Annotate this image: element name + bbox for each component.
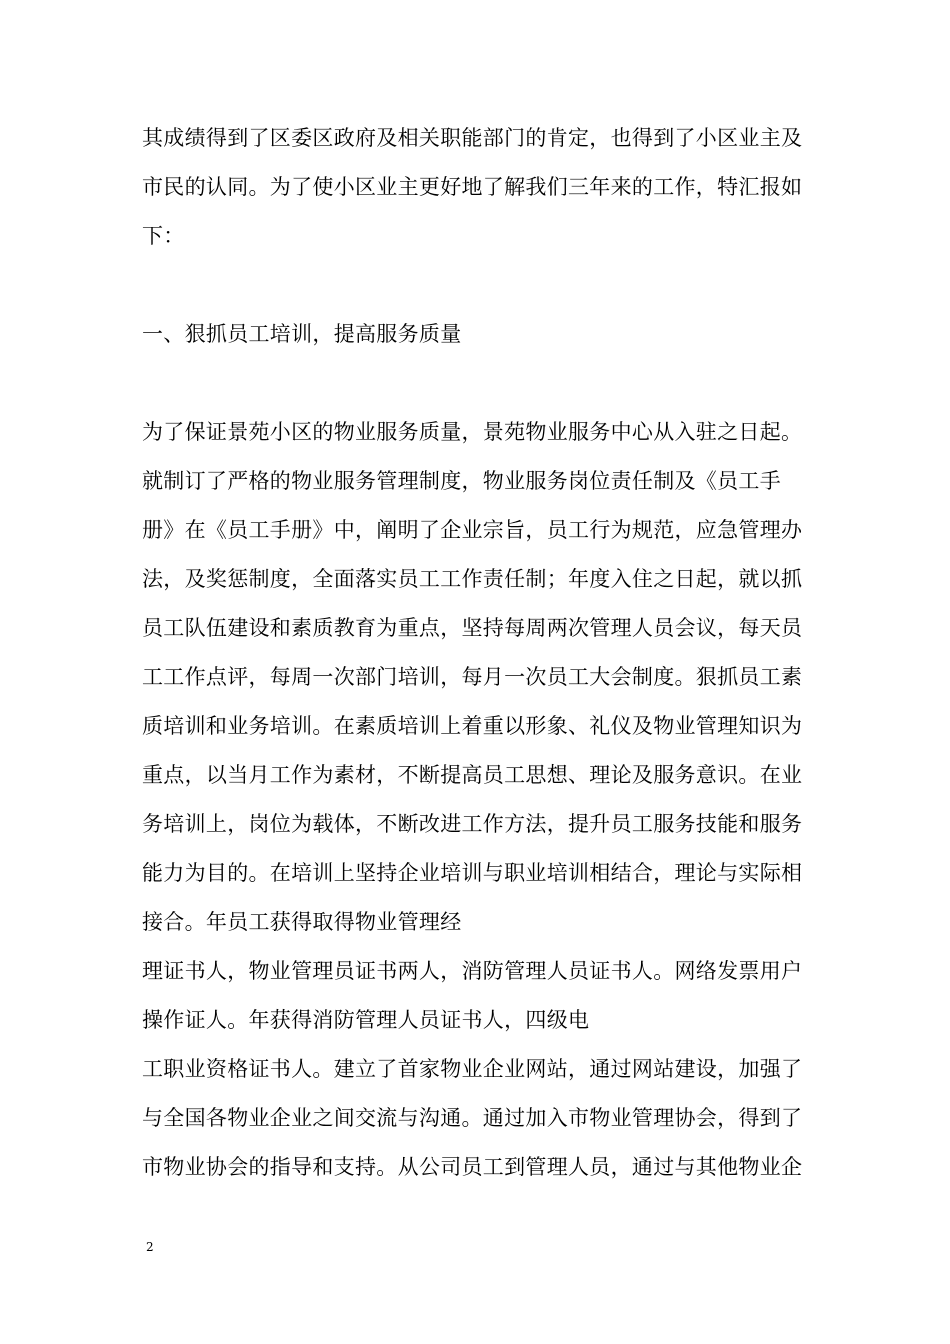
paragraph-line: 市民的认同。为了使小区业主更好地了解我们三年来的工作，特汇报如 [142, 175, 803, 199]
paragraph-line: 重点，以当月工作为素材，不断提高员工思想、理论及服务意识。在业 [142, 763, 803, 787]
paragraph-line: 法，及奖惩制度，全面落实员工工作责任制；年度入住之日起，就以抓 [142, 567, 803, 591]
paragraph-line: 务培训上，岗位为载体，不断改进工作方法，提升员工服务技能和服务 [142, 812, 803, 836]
paragraph-line: 市物业协会的指导和支持。从公司员工到管理人员，通过与其他物业企 [142, 1155, 803, 1179]
page-number: 2 [146, 1240, 154, 1254]
paragraph-line: 操作证人。年获得消防管理人员证书人，四级电 [142, 1008, 590, 1032]
paragraph-line: 工职业资格证书人。建立了首家物业企业网站，通过网站建设，加强了 [142, 1057, 803, 1081]
paragraph-line: 接合。年员工获得取得物业管理经 [142, 910, 462, 934]
paragraph-line: 质培训和业务培训。在素质培训上着重以形象、礼仪及物业管理知识为 [142, 714, 803, 738]
paragraph-line: 与全国各物业企业之间交流与沟通。通过加入市物业管理协会，得到了 [142, 1106, 803, 1130]
paragraph-line: 理证书人，物业管理员证书两人，消防管理人员证书人。网络发票用户 [142, 959, 803, 983]
paragraph-line: 为了保证景苑小区的物业服务质量，景苑物业服务中心从入驻之日起。 [142, 420, 803, 444]
paragraph-line: 就制订了严格的物业服务管理制度，物业服务岗位责任制及《员工手 [142, 469, 781, 493]
section-heading: 一、狠抓员工培训，提高服务质量 [142, 322, 462, 346]
paragraph-line: 下： [142, 224, 185, 248]
paragraph-line: 员工队伍建设和素质教育为重点，坚持每周两次管理人员会议，每天员 [142, 616, 803, 640]
paragraph-line: 能力为目的。在培训上坚持企业培训与职业培训相结合，理论与实际相 [142, 861, 803, 885]
paragraph-line: 其成绩得到了区委区政府及相关职能部门的肯定，也得到了小区业主及 [142, 126, 803, 150]
paragraph-line: 册》在《员工手册》中，阐明了企业宗旨，员工行为规范，应急管理办 [142, 518, 803, 542]
paragraph-line: 工工作点评，每周一次部门培训，每月一次员工大会制度。狠抓员工素 [142, 665, 803, 689]
